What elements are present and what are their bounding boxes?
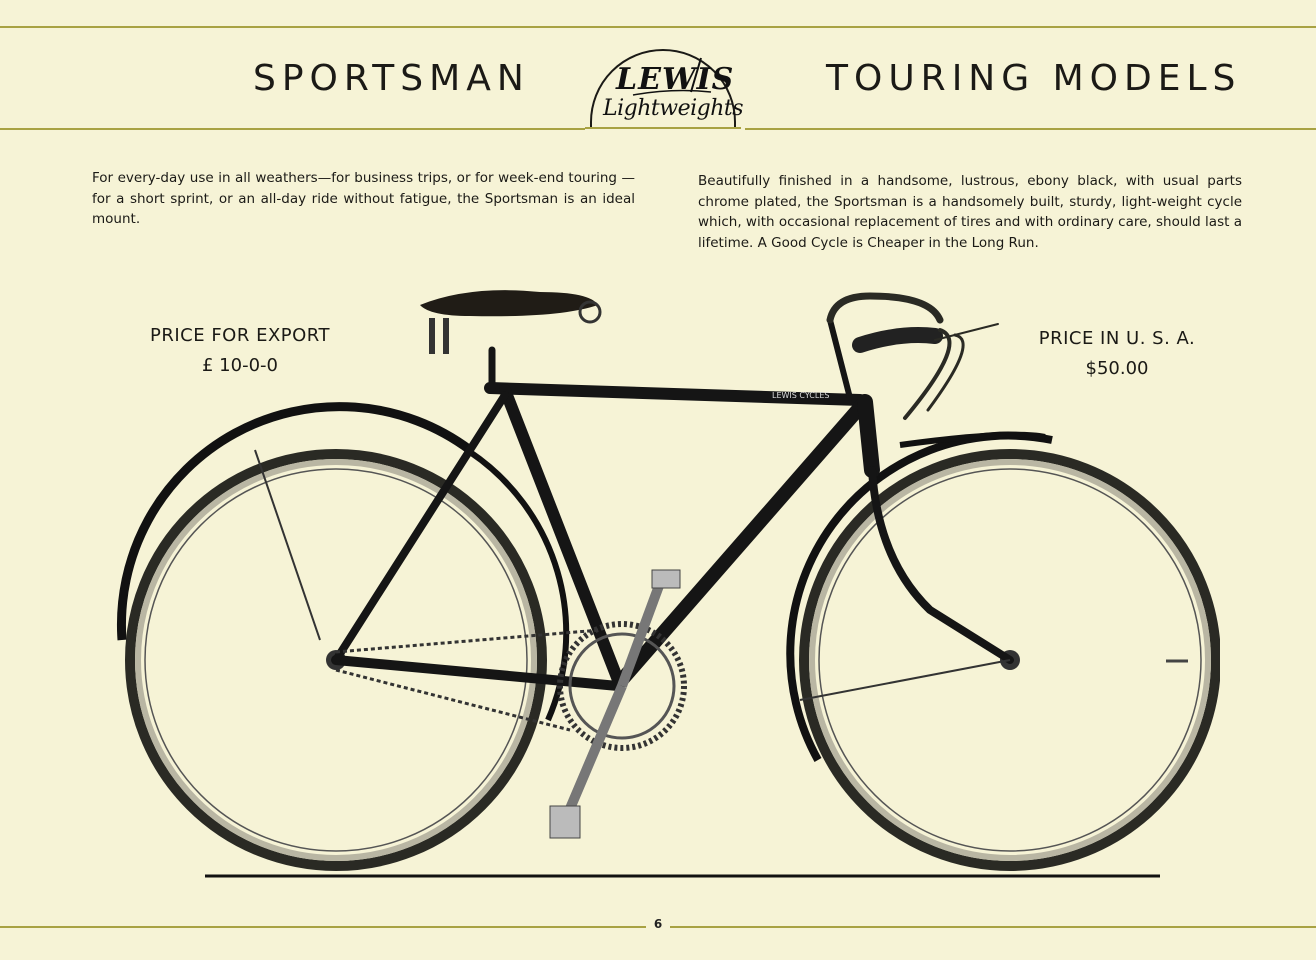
bicycle-frame (336, 320, 1010, 686)
frame-decal: LEWIS CYCLES (772, 391, 830, 400)
header-rule-right (745, 128, 1316, 130)
header-title-touring-models: TOURING MODELS (826, 58, 1242, 99)
price-export-value: £ 10-0-0 (202, 355, 278, 376)
header-title-sportsman: SPORTSMAN (253, 58, 530, 99)
bottom-rule-right (670, 926, 1316, 928)
bottom-rule-left (0, 926, 646, 928)
rear-mudguard (121, 407, 470, 640)
header-rule-left (0, 128, 585, 130)
saddle (420, 290, 600, 354)
intro-paragraph-right: Beautifully finished in a handsome, lustrous, ebony black, with usual parts chrome plated, the Sportsman is a handsomely built, sturdy, light-weight cycle which, with occasional replacement of tires and with ordinary care, should last a lifetime. A Good Cycle is Cheaper in the Long Run. (698, 173, 1242, 251)
price-export-label: PRICE FOR EXPORT (149, 325, 330, 346)
rear-stay (255, 450, 320, 640)
top-rule (0, 26, 1316, 28)
price-usa-label: PRICE IN U. S. A. (1038, 328, 1196, 349)
price-usa-value: $50.00 (1085, 358, 1149, 379)
bicycle-illustration (90, 280, 1220, 880)
logo-word-lewis: LEWIS (616, 62, 735, 97)
page-number: 6 (653, 917, 663, 931)
intro-paragraph-left: For every-day use in all weathers—for business trips, or for week-end touring —for a short sprint, or an all-day ride without fatigue, the Sportsman is an ideal mount. (92, 170, 635, 227)
logo-word-lightweights: Lightweights (603, 96, 744, 121)
front-stay (800, 660, 1010, 700)
lewis-lightweights-logo (583, 40, 743, 132)
chainring-and-crank (550, 570, 684, 838)
